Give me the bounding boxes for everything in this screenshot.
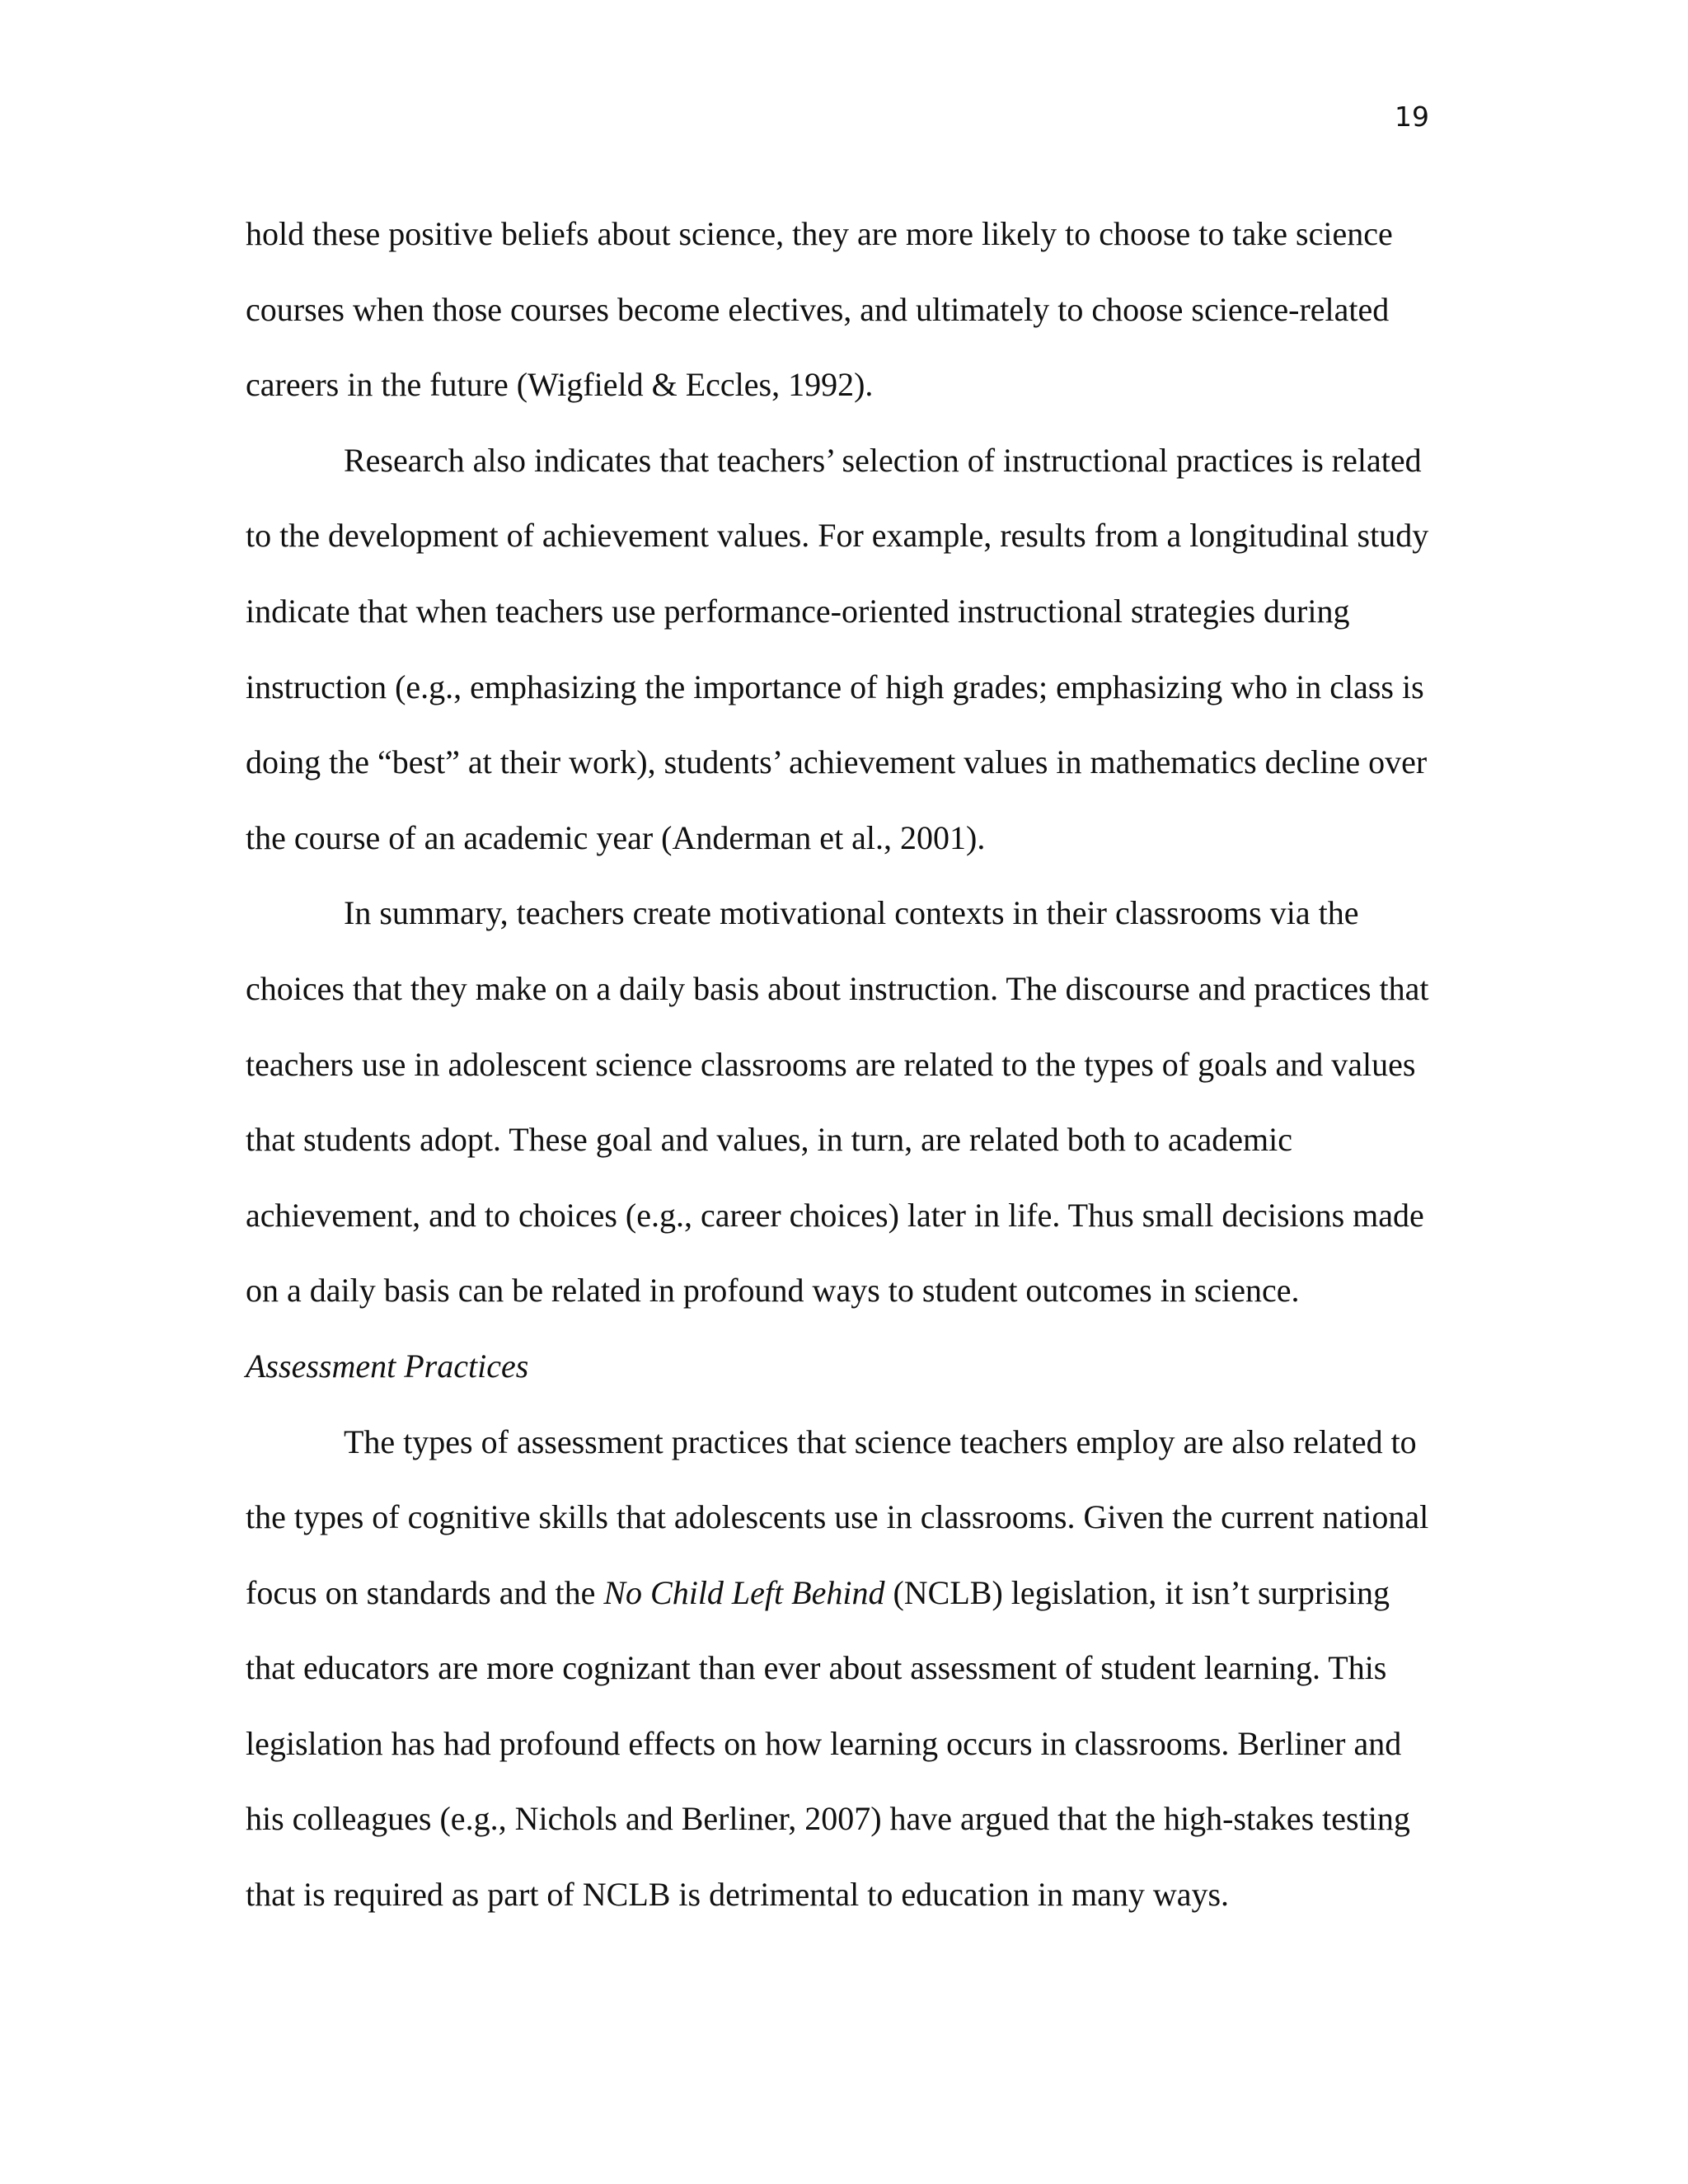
- section-heading: Assessment Practices: [246, 1347, 529, 1385]
- paragraph-text-before-title: The types of assessment practices that science teachers employ are also related to the types of cognitive skills that adolescents use in classrooms. Given the current national focus on standards and the: [246, 1422, 1429, 1611]
- paragraph-assessment-practices: [246, 1404, 1442, 1933]
- page-number: 19: [1395, 101, 1429, 133]
- paragraph-instructional-practices: Research also indicates that teachers’ selection of instructional practices is related to the development of achievement values. For example, results from a longitudinal study indicate that when teachers use performance-oriented instructional strategies during instruction (e.g., emphasizing the importance of high grades; emphasizing who in class is doing the “best” at their work), students’ achievement values in mathematics decline over the course of an academic year (Anderman et al., 2001).: [246, 441, 1429, 856]
- legislation-title: No Child Left Behind: [603, 1573, 885, 1611]
- paragraph-continued: hold these positive beliefs about science, they are more likely to choose to take science courses when those courses become electives, and ultimately to choose science-related careers in the future (Wigfield & Eccles, 1992).: [246, 215, 1393, 404]
- paragraph-text-after-title: (NCLB) legislation, it isn’t surprising that educators are more cognizant than ever about assessment of student learning. This legislation has had profound effects on how learning occurs in classrooms. Berliner and his colleagues (e.g., Nichols and Berliner, 2007) have argued that the high-stakes testing that is required as part of NCLB is detrimental to education in many ways.: [246, 1573, 1410, 1914]
- body-text: [246, 196, 1442, 1933]
- paragraph-summary: In summary, teachers create motivational contexts in their classrooms via the choices that they make on a daily basis about instruction. The discourse and practices that teachers use in adolescent science classrooms are related to the types of goals and values that students adopt. These goal and values, in turn, are related both to academic achievement, and to choices (e.g., career choices) later in life. Thus small decisions made on a daily basis can be related in profound ways to student outcomes in science.: [246, 894, 1429, 1310]
